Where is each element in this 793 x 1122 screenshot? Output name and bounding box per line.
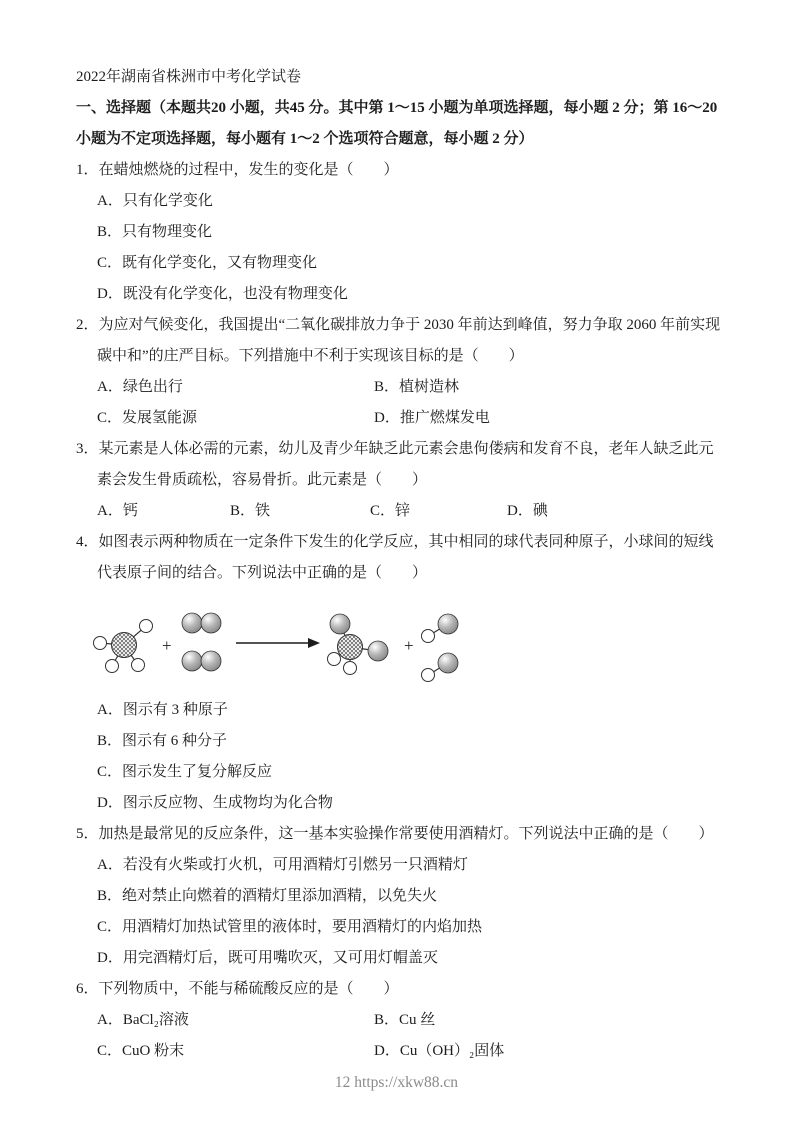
reactant-molecule-hatched-center — [94, 620, 153, 673]
question-2-options-row-1 — [76, 372, 727, 403]
question-2-option-b: B．植树造林 — [374, 379, 460, 395]
question-2-option-c: C．发展氢能源 — [97, 410, 198, 426]
question-1 — [76, 155, 727, 310]
section-header: 一、选择题（本题共20 小题，共45 分。其中第 1～15 小题为单项选择题，每小题 2 分；第 16～20 小题为不定项选择题，每小题有 1～2 个选项符合题意，每小题 2 分） — [76, 100, 718, 147]
question-3 — [76, 434, 727, 527]
question-6-option-d: D．Cu（OH）₂固体 — [374, 1043, 505, 1059]
question-3-option-c: C．锌 — [370, 503, 411, 519]
question-5-option-c: C．用酒精灯加热试管里的液体时，要用酒精灯的内焰加热 — [97, 919, 483, 935]
reaction-arrow-icon — [236, 638, 320, 648]
question-6-options-row-2 — [76, 1036, 727, 1067]
plus-sign-right: + — [404, 636, 414, 655]
question-6-option-c: C．CuO 粉末 — [97, 1043, 185, 1059]
question-6-option-b: B．Cu 丝 — [374, 1012, 436, 1028]
question-1-option-d: D．既没有化学变化，也没有物理变化 — [97, 286, 348, 302]
question-4 — [76, 527, 727, 819]
question-5-option-d: D．用完酒精灯后，既可用嘴吹灭，又可用灯帽盖灭 — [97, 950, 438, 966]
question-4-stem: 4．如图表示两种物质在一定条件下发生的化学反应，其中相同的球代表同种原子，小球间的短线代表原子间的结合。下列说法中正确的是（ ） — [76, 534, 714, 581]
question-1-option-a: A．只有化学变化 — [97, 193, 213, 209]
question-2 — [76, 310, 727, 434]
question-3-options-row — [76, 496, 727, 527]
question-3-option-b: B．铁 — [230, 503, 271, 519]
question-3-option-d: D．碘 — [507, 503, 548, 519]
reaction-diagram-svg — [86, 593, 478, 693]
question-5-option-b: B．绝对禁止向燃着的酒精灯里添加酒精，以免失火 — [97, 888, 438, 904]
question-3-option-a: A．钙 — [97, 503, 138, 519]
question-1-option-b: B．只有物理变化 — [97, 224, 213, 240]
reaction-diagram — [76, 593, 727, 693]
question-2-option-d: D．推广燃煤发电 — [374, 410, 490, 426]
question-6 — [76, 974, 727, 1067]
question-5 — [76, 819, 727, 974]
question-2-stem: 2．为应对气候变化，我国提出“二氧化碳排放力争于 2030 年前达到峰值，努力争取 2060 年前实现碳中和”的庄严目标。下列措施中不利于实现该目标的是（ ） — [76, 317, 721, 364]
question-5-option-a: A．若没有火柴或打火机，可用酒精灯引燃另一只酒精灯 — [97, 857, 468, 873]
question-1-stem: 1．在蜡烛燃烧的过程中，发生的变化是（ ） — [76, 162, 399, 178]
question-6-options-row-1 — [76, 1005, 727, 1036]
question-4-option-a: A．图示有 3 种原子 — [97, 702, 228, 718]
reactant-diatomic-molecules — [182, 613, 221, 671]
question-2-option-a: A．绿色出行 — [97, 379, 183, 395]
question-4-option-c: C．图示发生了复分解反应 — [97, 764, 273, 780]
question-6-option-a: A．BaCl₂溶液 — [97, 1012, 189, 1028]
page-title: 2022年湖南省株洲市中考化学试卷 — [76, 69, 302, 85]
product-molecule-hatched-center — [328, 614, 389, 675]
question-1-option-c: C．既有化学变化，又有物理变化 — [97, 255, 318, 271]
question-6-stem: 6．下列物质中，不能与稀硫酸反应的是（ ） — [76, 981, 399, 997]
question-5-stem: 5．加热是最常见的反应条件，这一基本实验操作常要使用酒精灯。下列说法中正确的是（ ） — [76, 826, 714, 842]
product-pair-molecules — [422, 614, 459, 682]
question-3-stem: 3．某元素是人体必需的元素，幼儿及青少年缺乏此元素会患佝偻病和发育不良，老年人缺乏此元素会发生骨质疏松，容易骨折。此元素是（ ） — [76, 441, 714, 488]
question-4-option-b: B．图示有 6 种分子 — [97, 733, 228, 749]
question-4-option-d: D．图示反应物、生成物均为化合物 — [97, 795, 333, 811]
plus-sign-left: + — [162, 636, 172, 655]
question-2-options-row-2 — [76, 403, 727, 434]
page-footer-watermark: 12 https://xkw88.cn — [334, 1074, 459, 1091]
